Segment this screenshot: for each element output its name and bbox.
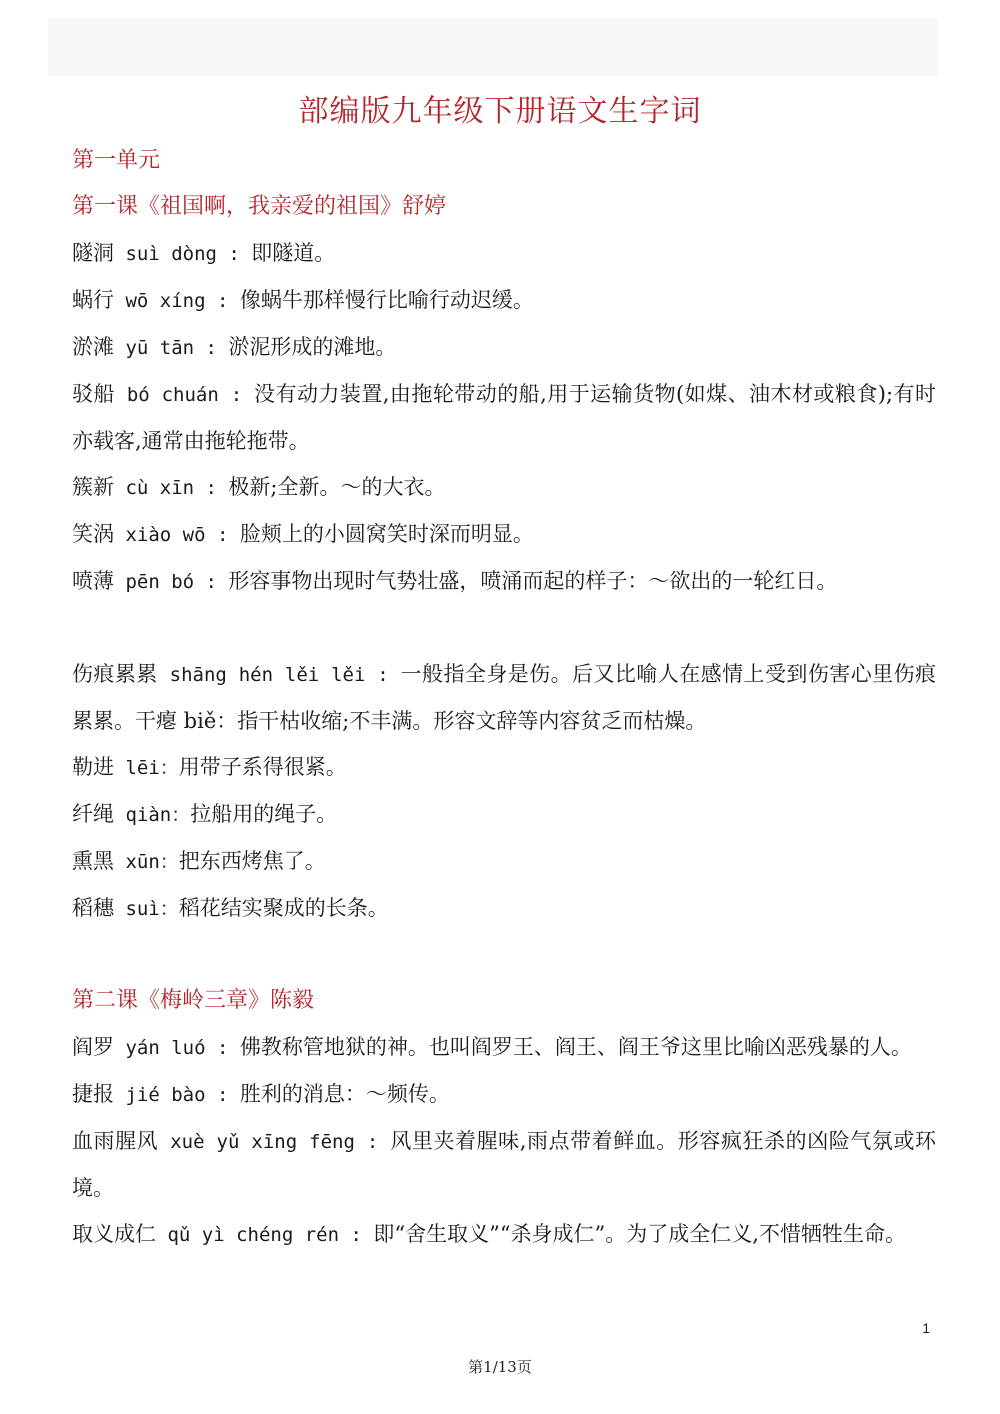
vocab-definition: 脸颊上的小圆窝笑时深而明显。: [239, 522, 534, 546]
vocab-definition: 淤泥形成的滩地。: [228, 335, 397, 359]
vocab-entry: [72, 791, 936, 838]
vocab-definition: 即隧道。: [251, 241, 336, 265]
vocab-entry: [72, 744, 936, 791]
document-body: [72, 138, 936, 1258]
vocab-word: 血雨腥风: [72, 1129, 159, 1153]
vocab-entry: [72, 838, 936, 885]
vocab-definition: 形容事物出现时气势壮盛，喷涌而起的样子：～欲出的一轮红日。: [228, 569, 838, 593]
spacer: [72, 932, 936, 978]
vocab-pinyin: shāng hén lěi lěi :: [157, 664, 401, 686]
vocab-pinyin: suì：: [114, 898, 179, 920]
vocab-pinyin: xuè yǔ xīng fēng :: [158, 1131, 391, 1153]
page-number: 1: [922, 1320, 930, 1336]
vocab-pinyin: suì dòng :: [114, 243, 252, 265]
vocab-entry: [72, 324, 936, 371]
vocab-pinyin: jié bào :: [114, 1084, 240, 1106]
vocab-definition: 用带子系得很紧。: [178, 755, 347, 779]
vocab-pinyin: yán luó :: [114, 1037, 240, 1059]
page-footer: 第1/13页: [468, 1358, 532, 1376]
vocab-entry: [72, 651, 936, 744]
vocab-word: 伤痕累累: [72, 662, 158, 686]
vocab-definition: 没有动力装置,由拖轮带动的船,用于运输货物(如煤、油木材或粮食);有时亦载客,通常由拖轮拖带。: [72, 382, 936, 453]
vocab-word: 笑涡: [72, 522, 114, 546]
vocab-entry: [72, 1024, 936, 1071]
vocab-pinyin: pēn bó :: [114, 571, 229, 593]
vocab-pinyin: bó chuán :: [114, 384, 255, 406]
vocab-entry: [72, 885, 936, 932]
vocab-definition: 稻花结实聚成的长条。: [178, 896, 389, 920]
vocab-word: 取义成仁: [72, 1222, 156, 1246]
vocab-entry: [72, 277, 936, 324]
vocab-entry: [72, 511, 936, 558]
page-title: 部编版九年级下册语文生字词: [298, 94, 702, 129]
vocab-word: 喷薄: [72, 569, 114, 593]
vocab-word: 纤绳: [72, 802, 114, 826]
vocab-pinyin: qiàn：: [114, 804, 191, 826]
vocab-pinyin: yū tān :: [114, 337, 229, 359]
vocab-entry: [72, 1071, 936, 1118]
vocab-pinyin: xūn：: [114, 851, 179, 873]
vocab-word: 驳船: [72, 382, 115, 406]
vocab-definition: 佛教称管地狱的神。也叫阎罗王、阎王、阎王爷这里比喻凶恶残暴的人。: [239, 1035, 912, 1059]
vocab-definition: 即“舍生取义”“杀身成仁”。为了成全仁义,不惜牺牲生命。: [373, 1222, 906, 1246]
unit-heading: 第一单元: [72, 148, 161, 173]
vocab-word: 熏黑: [72, 849, 114, 873]
vocab-word: 捷报: [72, 1082, 114, 1106]
vocab-word: 簇新: [72, 475, 114, 499]
vocab-entry: [72, 464, 936, 511]
vocab-entry: [72, 230, 936, 277]
vocab-pinyin: cù xīn :: [114, 477, 229, 499]
lesson-1-heading: 第一课《祖国啊，我亲爱的祖国》舒婷: [72, 194, 447, 219]
vocab-word: 蜗行: [72, 288, 114, 312]
vocab-definition: 像蜗牛那样慢行比喻行动迟缓。: [239, 288, 534, 312]
vocab-pinyin: xiào wō :: [114, 524, 240, 546]
vocab-definition: 风里夹着腥味,雨点带着鲜血。形容疯狂杀的凶险气氛或环境。: [72, 1129, 936, 1200]
vocab-entry: [72, 558, 936, 605]
vocab-word: 淤滩: [72, 335, 114, 359]
vocab-pinyin: wō xíng :: [114, 290, 240, 312]
spacer: [72, 605, 936, 651]
vocab-definition: 把东西烤焦了。: [178, 849, 326, 873]
lesson-2-heading: 第二课《梅岭三章》陈毅: [72, 988, 315, 1013]
vocab-definition: 拉船用的绳子。: [190, 802, 338, 826]
vocab-word: 稻穗: [72, 896, 114, 920]
vocab-entry: [72, 1118, 936, 1211]
vocab-entry: [72, 1211, 936, 1258]
vocab-definition: 一般指全身是伤。后又比喻人在感情上受到伤害心里伤痕累累。干瘪 biě：指干枯收缩;不丰满。形容文辞等内容贫乏而枯燥。: [72, 662, 937, 733]
vocab-pinyin: qǔ yì chéng rén :: [156, 1224, 374, 1246]
vocab-definition: 极新;全新。～的大衣。: [228, 475, 446, 499]
vocab-word: 勒进: [72, 755, 114, 779]
vocab-entry: [72, 371, 936, 464]
vocab-definition: 胜利的消息：～频传。: [239, 1082, 450, 1106]
vocab-word: 阎罗: [72, 1035, 114, 1059]
header-band: [48, 18, 938, 76]
vocab-word: 隧洞: [72, 241, 114, 265]
vocab-pinyin: lēi：: [114, 757, 179, 779]
